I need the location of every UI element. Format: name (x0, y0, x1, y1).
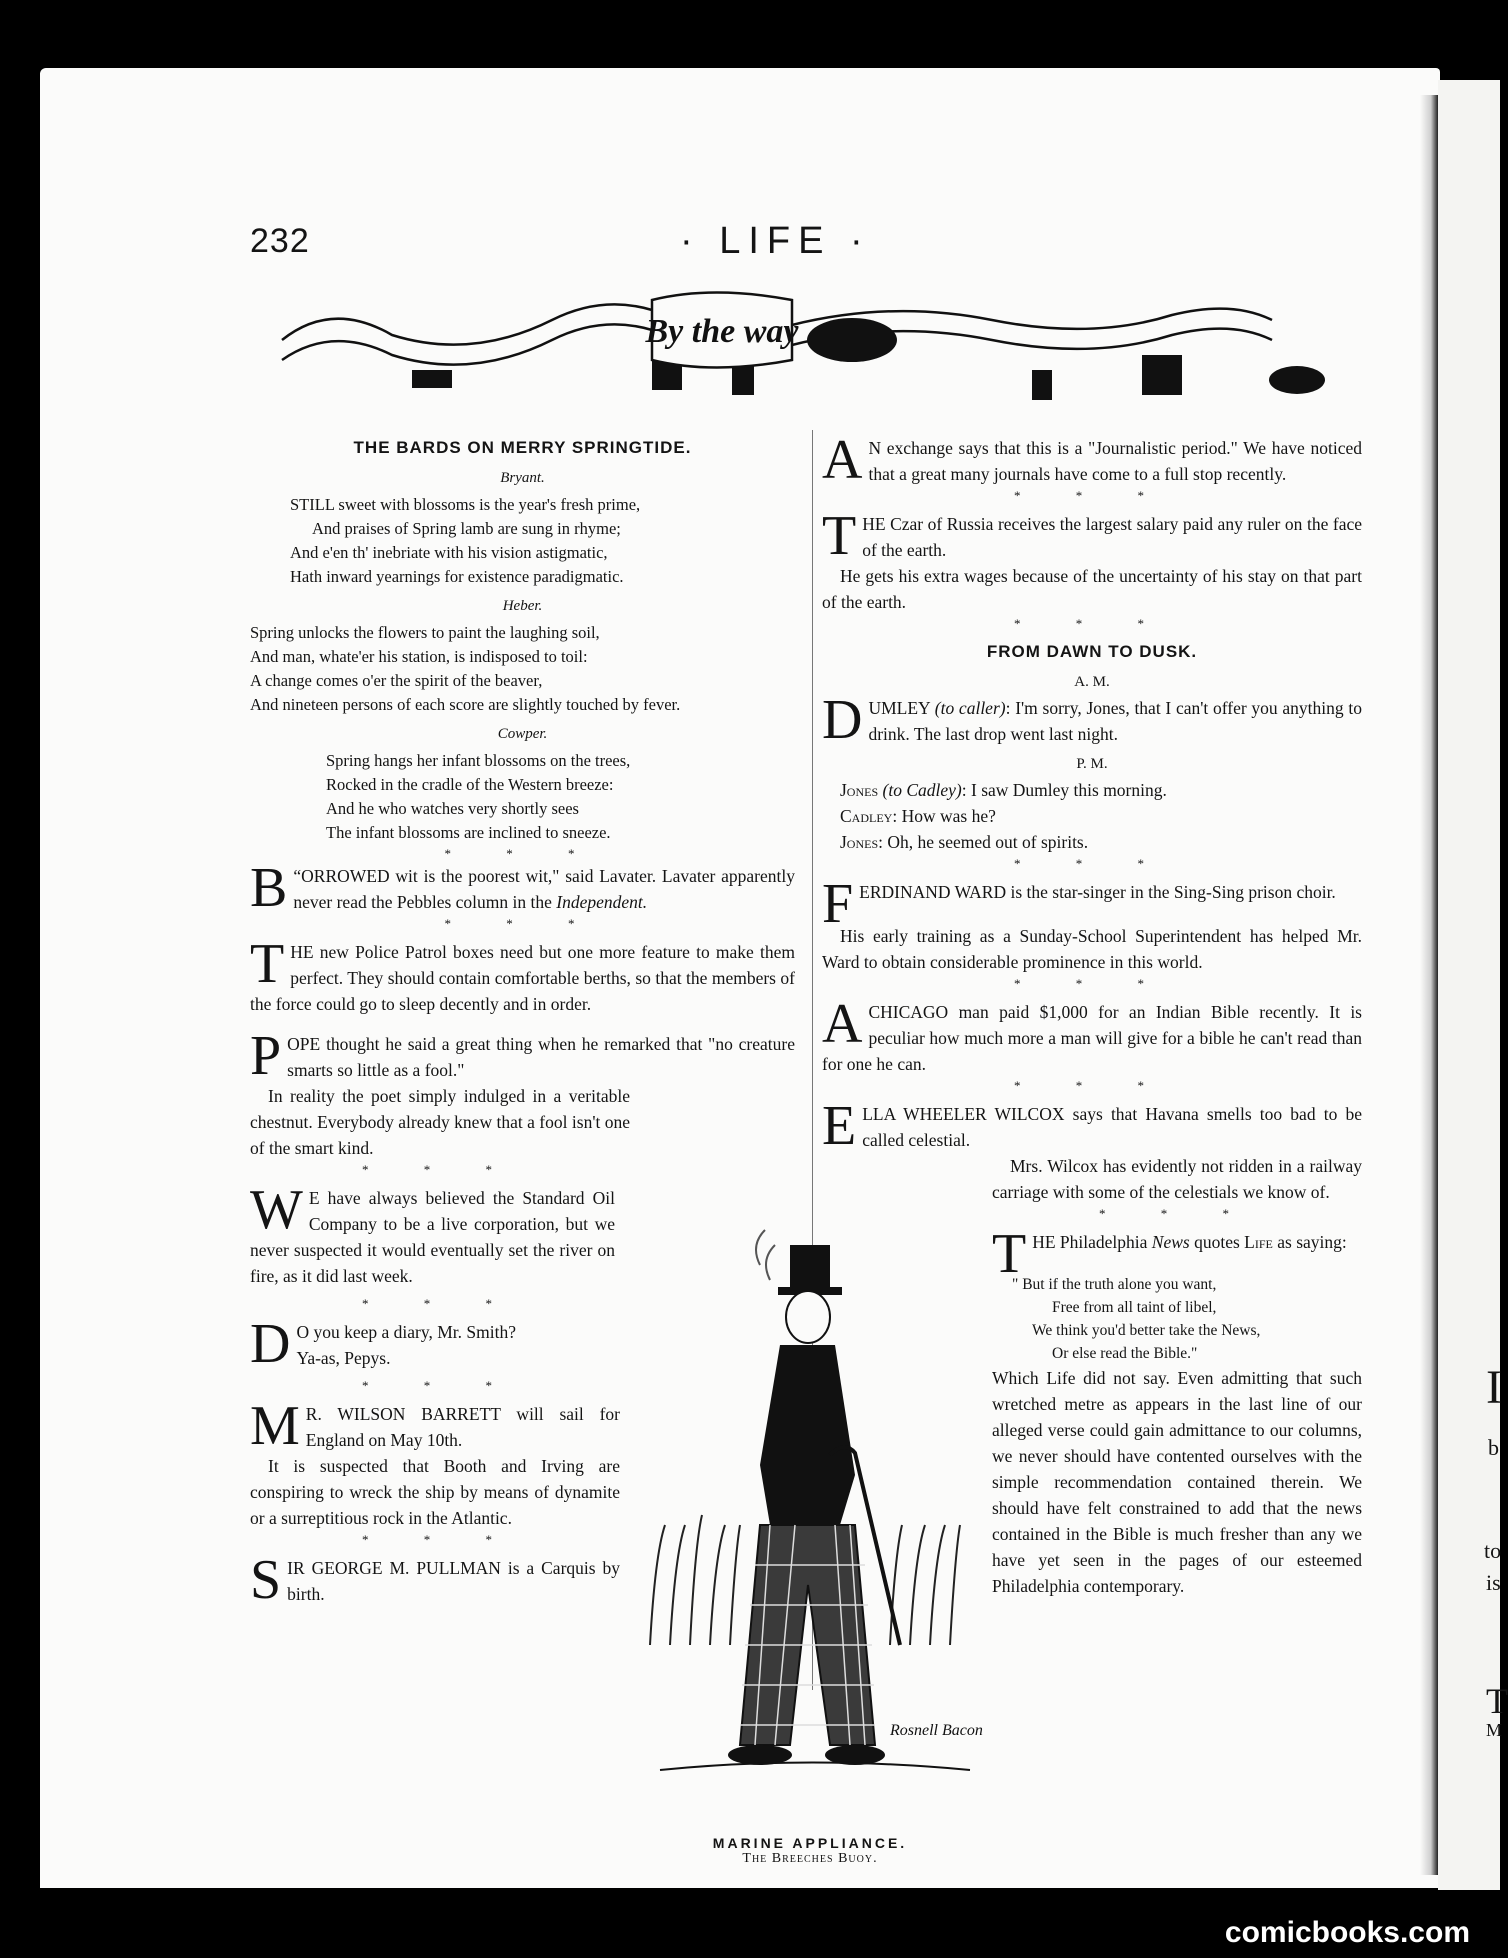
wilcox-paragraph: ELLA WHEELER WILCOX says that Havana smells too bad to be called celestial. (822, 1095, 1362, 1157)
section-separator: * * * (444, 916, 601, 931)
poet-name: Bryant. (500, 470, 545, 486)
cowper-verse (250, 749, 795, 845)
wilcox-paragraph-2: Mrs. Wilcox has evidently not ridden in a railway carriage with some of the celestials we know of. (992, 1156, 1362, 1202)
top-hat-icon (778, 1245, 842, 1295)
time-label: A. M. (1074, 674, 1110, 690)
dialog-line: Jones: Oh, he seemed out of spirits. (840, 832, 1089, 852)
next-page-fragment: b (1488, 1435, 1499, 1460)
next-page-fragment: M (1486, 1720, 1503, 1740)
borrowed-paragraph: “ B ORROWED wit is the poorest wit," said Lavater. Lavater apparently never read the Pebbles column in the Independent. (250, 857, 795, 919)
drop-cap: P (250, 1025, 282, 1087)
verse-line: " But if the truth alone you want, (1012, 1276, 1217, 1293)
drop-cap: W (250, 1179, 303, 1241)
section-separator: * * * (362, 1162, 518, 1177)
next-page-fragment: to (1484, 1538, 1502, 1563)
section-separator: * * * (1099, 1206, 1255, 1221)
drop-cap: D (822, 689, 863, 751)
drop-cap: D (250, 1313, 291, 1375)
next-page-fragment: is (1486, 1570, 1501, 1595)
quoted-verse (992, 1273, 1362, 1365)
dialog-line: Jones (to Cadley): I saw Dumley this morning. (840, 780, 1167, 800)
next-page-edge (1438, 80, 1508, 1890)
drop-cap: A (822, 993, 863, 1055)
pullman-paragraph: SIR GEORGE M. PULLMAN is a Carquis by birth. (250, 1549, 620, 1611)
time-label: P. M. (1076, 756, 1108, 772)
barrett-paragraph-2: It is suspected that Booth and Irving are conspiring to wreck the ship by means of dynamite or a surreptitious rock in the Atlantic. (250, 1456, 620, 1528)
artist-signature: Rosnell Bacon (890, 1722, 983, 1739)
closing-paragraph: Which Life did not say. Even admitting that such wretched metre as appears in the last line of our alleged verse could gain admittance to our columns, we never should have contented ourselves with the simple recommendation contained therein. We should have felt constrained to add that the news contained in the Bible is much fresher than any we have yet seen in the pages of our esteemed Philadelphia contemporary. (992, 1368, 1362, 1596)
verse-line: The infant blossoms are inclined to sneeze. (326, 823, 611, 842)
section-separator: * * * (1014, 1078, 1170, 1093)
poet-name: Heber. (502, 598, 543, 614)
by-the-way-banner (272, 280, 1362, 420)
next-page-fragment: T (1486, 1681, 1508, 1721)
drop-cap: M (250, 1395, 300, 1457)
pope-paragraph: POPE thought he said a great thing when he remarked that "no creature smarts so little as a fool." (250, 1025, 795, 1087)
face (786, 1291, 830, 1343)
verse-line: And nineteen persons of each score are slightly touched by fever. (250, 695, 681, 714)
diary-paragraph: D O you keep a diary, Mr. Smith? Ya-as, Pepys. (250, 1313, 516, 1375)
barrett-paragraph: M R. WILSON BARRETT will sail for England on May 10th. (250, 1395, 620, 1457)
drop-cap: S (250, 1549, 282, 1611)
verse-line: Spring hangs her infant blossoms on the trees, (326, 751, 631, 770)
chicago-paragraph: ACHICAGO man paid $1,000 for an Indian Bible recently. It is peculiar how much more a man will give for a bible he can't read than for one he can. (822, 993, 1362, 1074)
banner-text: By the way (645, 313, 799, 350)
illustration-caption (660, 1835, 960, 1867)
verse-line: And man, whate'er his station, is indisposed to toil: (250, 647, 588, 666)
dialog (822, 777, 1362, 855)
drop-cap: T (992, 1223, 1027, 1285)
caption-subtitle: The Breeches Buoy. (742, 1851, 878, 1866)
verse-line: Rocked in the cradle of the Western breeze: (326, 775, 614, 794)
verse-line: Free from all taint of libel, (1052, 1299, 1217, 1316)
poet-name: Cowper. (497, 726, 548, 742)
verse-line: STILL sweet with blossoms is the year's fresh prime, (290, 495, 641, 514)
bards-title: THE BARDS ON MERRY SPRINGTIDE. (353, 438, 692, 457)
ward-paragraph: FERDINAND WARD is the star-singer in the Sing-Sing prison choir. (822, 873, 1336, 935)
heber-verse (250, 621, 795, 717)
police-paragraph: THE new Police Patrol boxes need but one more feature to make them perfect. They should contain comfortable berths, so that the members of the force could go to sleep decently and in order. (250, 933, 795, 1014)
section-separator: * * * (1014, 488, 1170, 503)
verse-line: And e'en th' inebriate with his vision astigmatic, (290, 543, 608, 562)
caption-title: MARINE APPLIANCE. (712, 1835, 908, 1851)
verse-line: And he who watches very shortly sees (326, 799, 579, 818)
exchange-paragraph: A N exchange says that this is a "Journalistic period." We have noticed that a great many journals have come to a full stop recently. (822, 429, 1362, 491)
drop-cap: F (822, 873, 854, 935)
drop-cap: E (822, 1095, 857, 1157)
bryant-verse (250, 493, 795, 589)
trousers (740, 1525, 875, 1745)
czar-paragraph: THE Czar of Russia receives the largest salary paid any ruler on the face of the earth. (822, 505, 1362, 567)
page-gutter (1420, 95, 1438, 1875)
ground (660, 1763, 970, 1771)
marine-appliance-illustration (640, 1225, 983, 1825)
oil-paragraph: W E have always believed the Standard Oil Company to be a live corporation, but we never suspected it would eventually set the river on fire, as it did last week. (250, 1179, 615, 1286)
czar-paragraph-2: He gets his extra wages because of the uncertainty of his stay on that part of the earth. (822, 566, 1362, 612)
site-watermark: comicbooks.com (1224, 1916, 1470, 1949)
smoke (756, 1230, 775, 1280)
coat (760, 1345, 855, 1525)
philadelphia-block (992, 1223, 1362, 1599)
verse-line: And praises of Spring lamb are sung in rhyme; (312, 519, 621, 538)
verse-line: Or else read the Bible." (1052, 1345, 1198, 1362)
drop-cap: A (822, 429, 863, 491)
verse-line: Spring unlocks the flowers to paint the laughing soil, (250, 623, 600, 642)
dumley-paragraph: DUMLEY (to caller): I'm sorry, Jones, that I can't offer you anything to drink. The last drop went last night. (822, 689, 1362, 751)
drop-cap: B (250, 857, 288, 919)
dawn-title: FROM DAWN TO DUSK. (986, 642, 1198, 661)
drop-cap: T (822, 505, 857, 567)
next-page-fragment: I (1486, 1361, 1502, 1414)
section-separator: * * * (1014, 616, 1170, 631)
section-separator: * * * (1014, 856, 1170, 871)
verse-line: A change comes o'er the spirit of the beaver, (250, 671, 543, 690)
verse-line: Hath inward yearnings for existence paradigmatic. (290, 567, 624, 586)
drop-cap: T (250, 933, 285, 995)
philadelphia-paragraph: THE Philadelphia News quotes Life as saying: (992, 1223, 1347, 1285)
dialog-line: Cadley: How was he? (840, 806, 996, 826)
page-number: 232 (250, 222, 310, 260)
verse-line: We think you'd better take the News, (1032, 1322, 1261, 1339)
section-separator: * * * (444, 846, 601, 861)
masthead-title: · LIFE · (680, 220, 871, 262)
pope-paragraph-2: In reality the poet simply indulged in a veritable chestnut. Everybody already knew that a fool isn't one of the smart kind. (250, 1086, 630, 1158)
section-separator: * * * (1014, 976, 1170, 991)
section-separator: * * * (362, 1296, 518, 1311)
ward-paragraph-2: His early training as a Sunday-School Superintendent has helped Mr. Ward to obtain considerable prominence in this world. (822, 926, 1362, 972)
section-separator: * * * (362, 1532, 518, 1547)
section-separator: * * * (362, 1378, 518, 1393)
